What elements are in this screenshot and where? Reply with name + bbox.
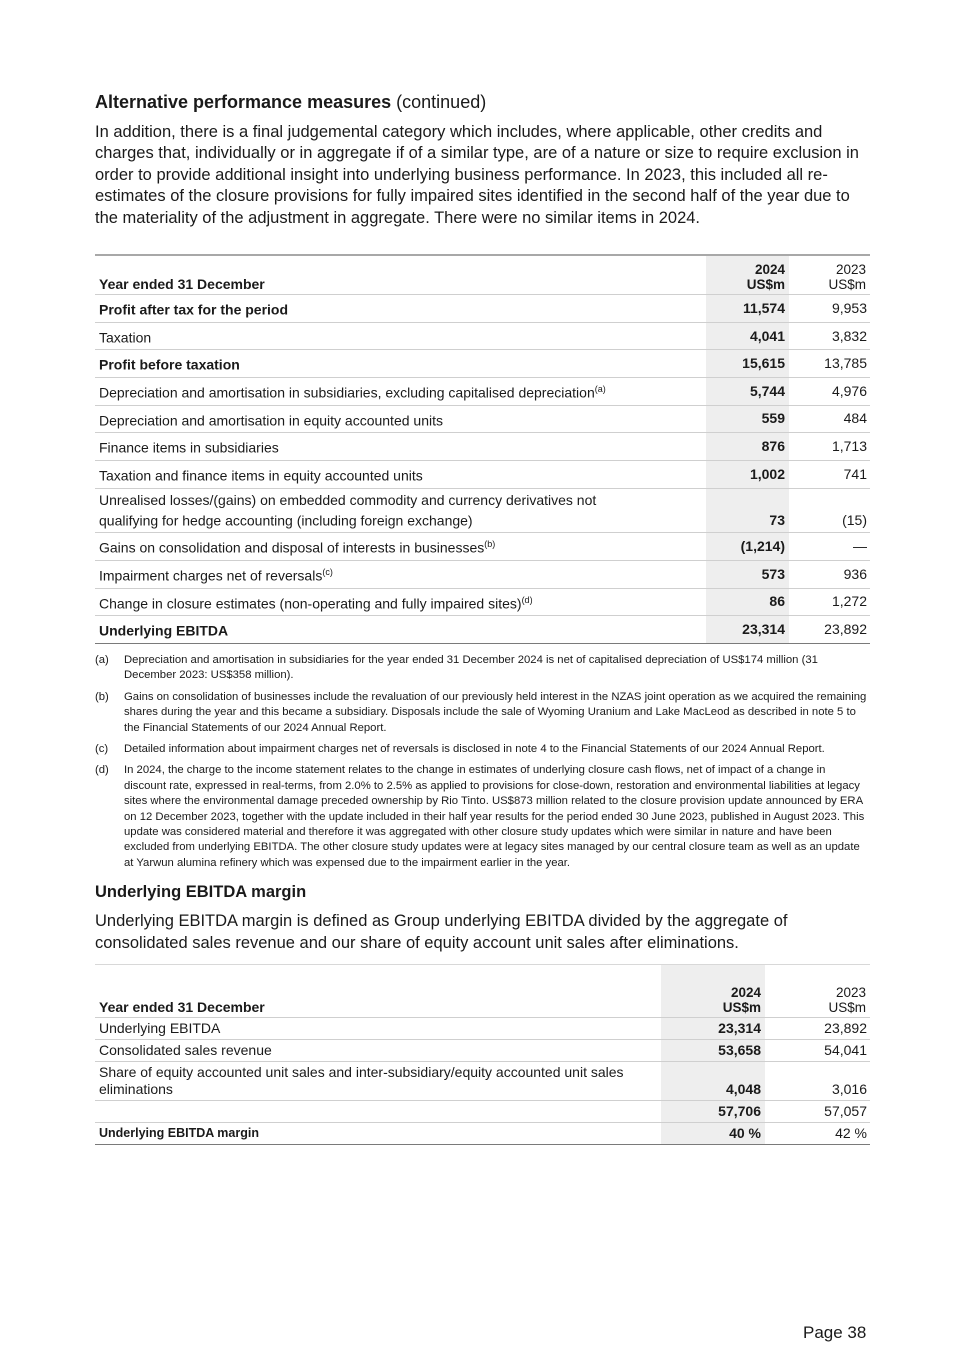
table-row: Depreciation and amortisation in subsidiaries, excluding capitalised depreciation$^{(a)}$ 5,744 4,976 bbox=[95, 378, 870, 406]
table-header-label: Year ended 31 December bbox=[99, 999, 265, 1015]
table-row: Taxation 4,041 3,832 bbox=[95, 322, 870, 350]
subsection-heading: Underlying EBITDA margin bbox=[95, 883, 307, 902]
table-row: Consolidated sales revenue 53,658 54,041 bbox=[95, 1040, 870, 1062]
footnote: (b) Gains on consolidation of businesses include the revaluation of our previously held interest in the NZAS joint operation as we acquired the remaining shares during the year and this became a subsidiary. Disposals include the sale of Wyoming Uranium and Lake MacLeod as described in note 5 to the Financial Statements of our 2024 Annual Report. bbox=[95, 690, 867, 734]
table-row: Impairment charges net of reversals$^{(c)}$ 573 936 bbox=[95, 560, 870, 588]
footnote: (a) Depreciation and amortisation in subsidiaries for the year ended 31 December 2024 is net of capitalised depreciation of US$174 million (31 December 2023: US$358 million). bbox=[95, 653, 818, 682]
table-row-subtotal: 57,706 57,057 bbox=[95, 1101, 870, 1123]
page-number: Page 38 bbox=[803, 1323, 867, 1342]
table-row: Profit before taxation 15,615 13,785 bbox=[95, 350, 870, 378]
column-2024-header: 2024 US$m bbox=[706, 255, 789, 295]
table-row-total: Underlying EBITDA 23,314 23,892 bbox=[95, 616, 870, 644]
column-2023-header: 2023 US$m bbox=[828, 985, 866, 1015]
footnote: (c) Detailed information about impairment charges net of reversals is disclosed in note 4 to the Financial Statements of our 2024 Annual Report. bbox=[95, 742, 825, 755]
section-heading: Alternative performance measures (continued) bbox=[95, 92, 487, 112]
table-row: Underlying EBITDA 23,314 23,892 bbox=[95, 1018, 870, 1040]
table-header-label: Year ended 31 December bbox=[99, 276, 265, 293]
footnote: (d) In 2024, the charge to the income statement relates to the change in estimates of underlying closure cash flows, net of impact of a change in discount rate, expressed in real-terms, from 2.0% to 2.5% as applied to provisions for close-down, restoration and environmental liabilities at legacy sites where the environmental damage preceded ownership by Rio Tinto. US$873 million related to the closure provision update announced by ERA on 12 December 2023, together with the update included in their half year results for the period ended 30 June 2023, published in August 2023. This update was considered material and therefore it was aggregated with other closure study updates which were similar in nature and have been excluded from underlying EBITDA. The other closure study updates were at legacy sites managed by our central closure team as well as an update at Yarwun alumina refinery which was expensed due to the impairment earlier in the year. bbox=[95, 764, 865, 869]
intro-paragraph: In addition, there is a final judgemental category which includes, where applicable, other credits and charges that, individually or in aggregate if of a similar type, are of a nature or size to require exclusion in order to provide additional insight into underlying business performance. In 2023, this included all re-estimates of the closure provisions for fully impaired sites identified in the second half of the year due to the materiality of the adjustment in aggregate. There were no similar items in 2024. bbox=[95, 123, 859, 227]
table-row: Finance items in subsidiaries 876 1,713 bbox=[95, 433, 870, 461]
column-2023-header: 2023 US$m bbox=[828, 262, 866, 293]
table-row: Taxation and finance items in equity accounted units 1,002 741 bbox=[95, 460, 870, 488]
table-row-margin: Underlying EBITDA margin 40 % 42 % bbox=[95, 1123, 870, 1145]
table-row: Change in closure estimates (non-operating and fully impaired sites)$^{(d)}$ 86 1,272 bbox=[95, 588, 870, 616]
table-row: Unrealised losses/(gains) on embedded commodity and currency derivatives not qualifying for hedge accounting (including foreign exchange) 73 (15) bbox=[95, 488, 870, 533]
page-content bbox=[95, 90, 870, 1145]
subsection-paragraph: Underlying EBITDA margin is defined as Group underlying EBITDA divided by the aggregate of consolidated sales revenue and our share of equity account unit sales after eliminations. bbox=[95, 912, 788, 952]
table-row: Profit after tax for the period 11,574 9,953 bbox=[95, 295, 870, 323]
ebitda-reconciliation-table bbox=[95, 254, 870, 644]
table-row: Gains on consolidation and disposal of interests in businesses$^{(b)}$ (1,214) — bbox=[95, 533, 870, 561]
footnotes bbox=[95, 653, 870, 871]
table-row: Depreciation and amortisation in equity accounted units 559 484 bbox=[95, 405, 870, 433]
ebitda-margin-table bbox=[95, 964, 870, 1145]
table-row: Share of equity accounted unit sales and inter-subsidiary/equity accounted unit sales eliminations 4,048 3,016 bbox=[95, 1062, 870, 1101]
column-2024-header: 2024 US$m bbox=[661, 965, 765, 1018]
